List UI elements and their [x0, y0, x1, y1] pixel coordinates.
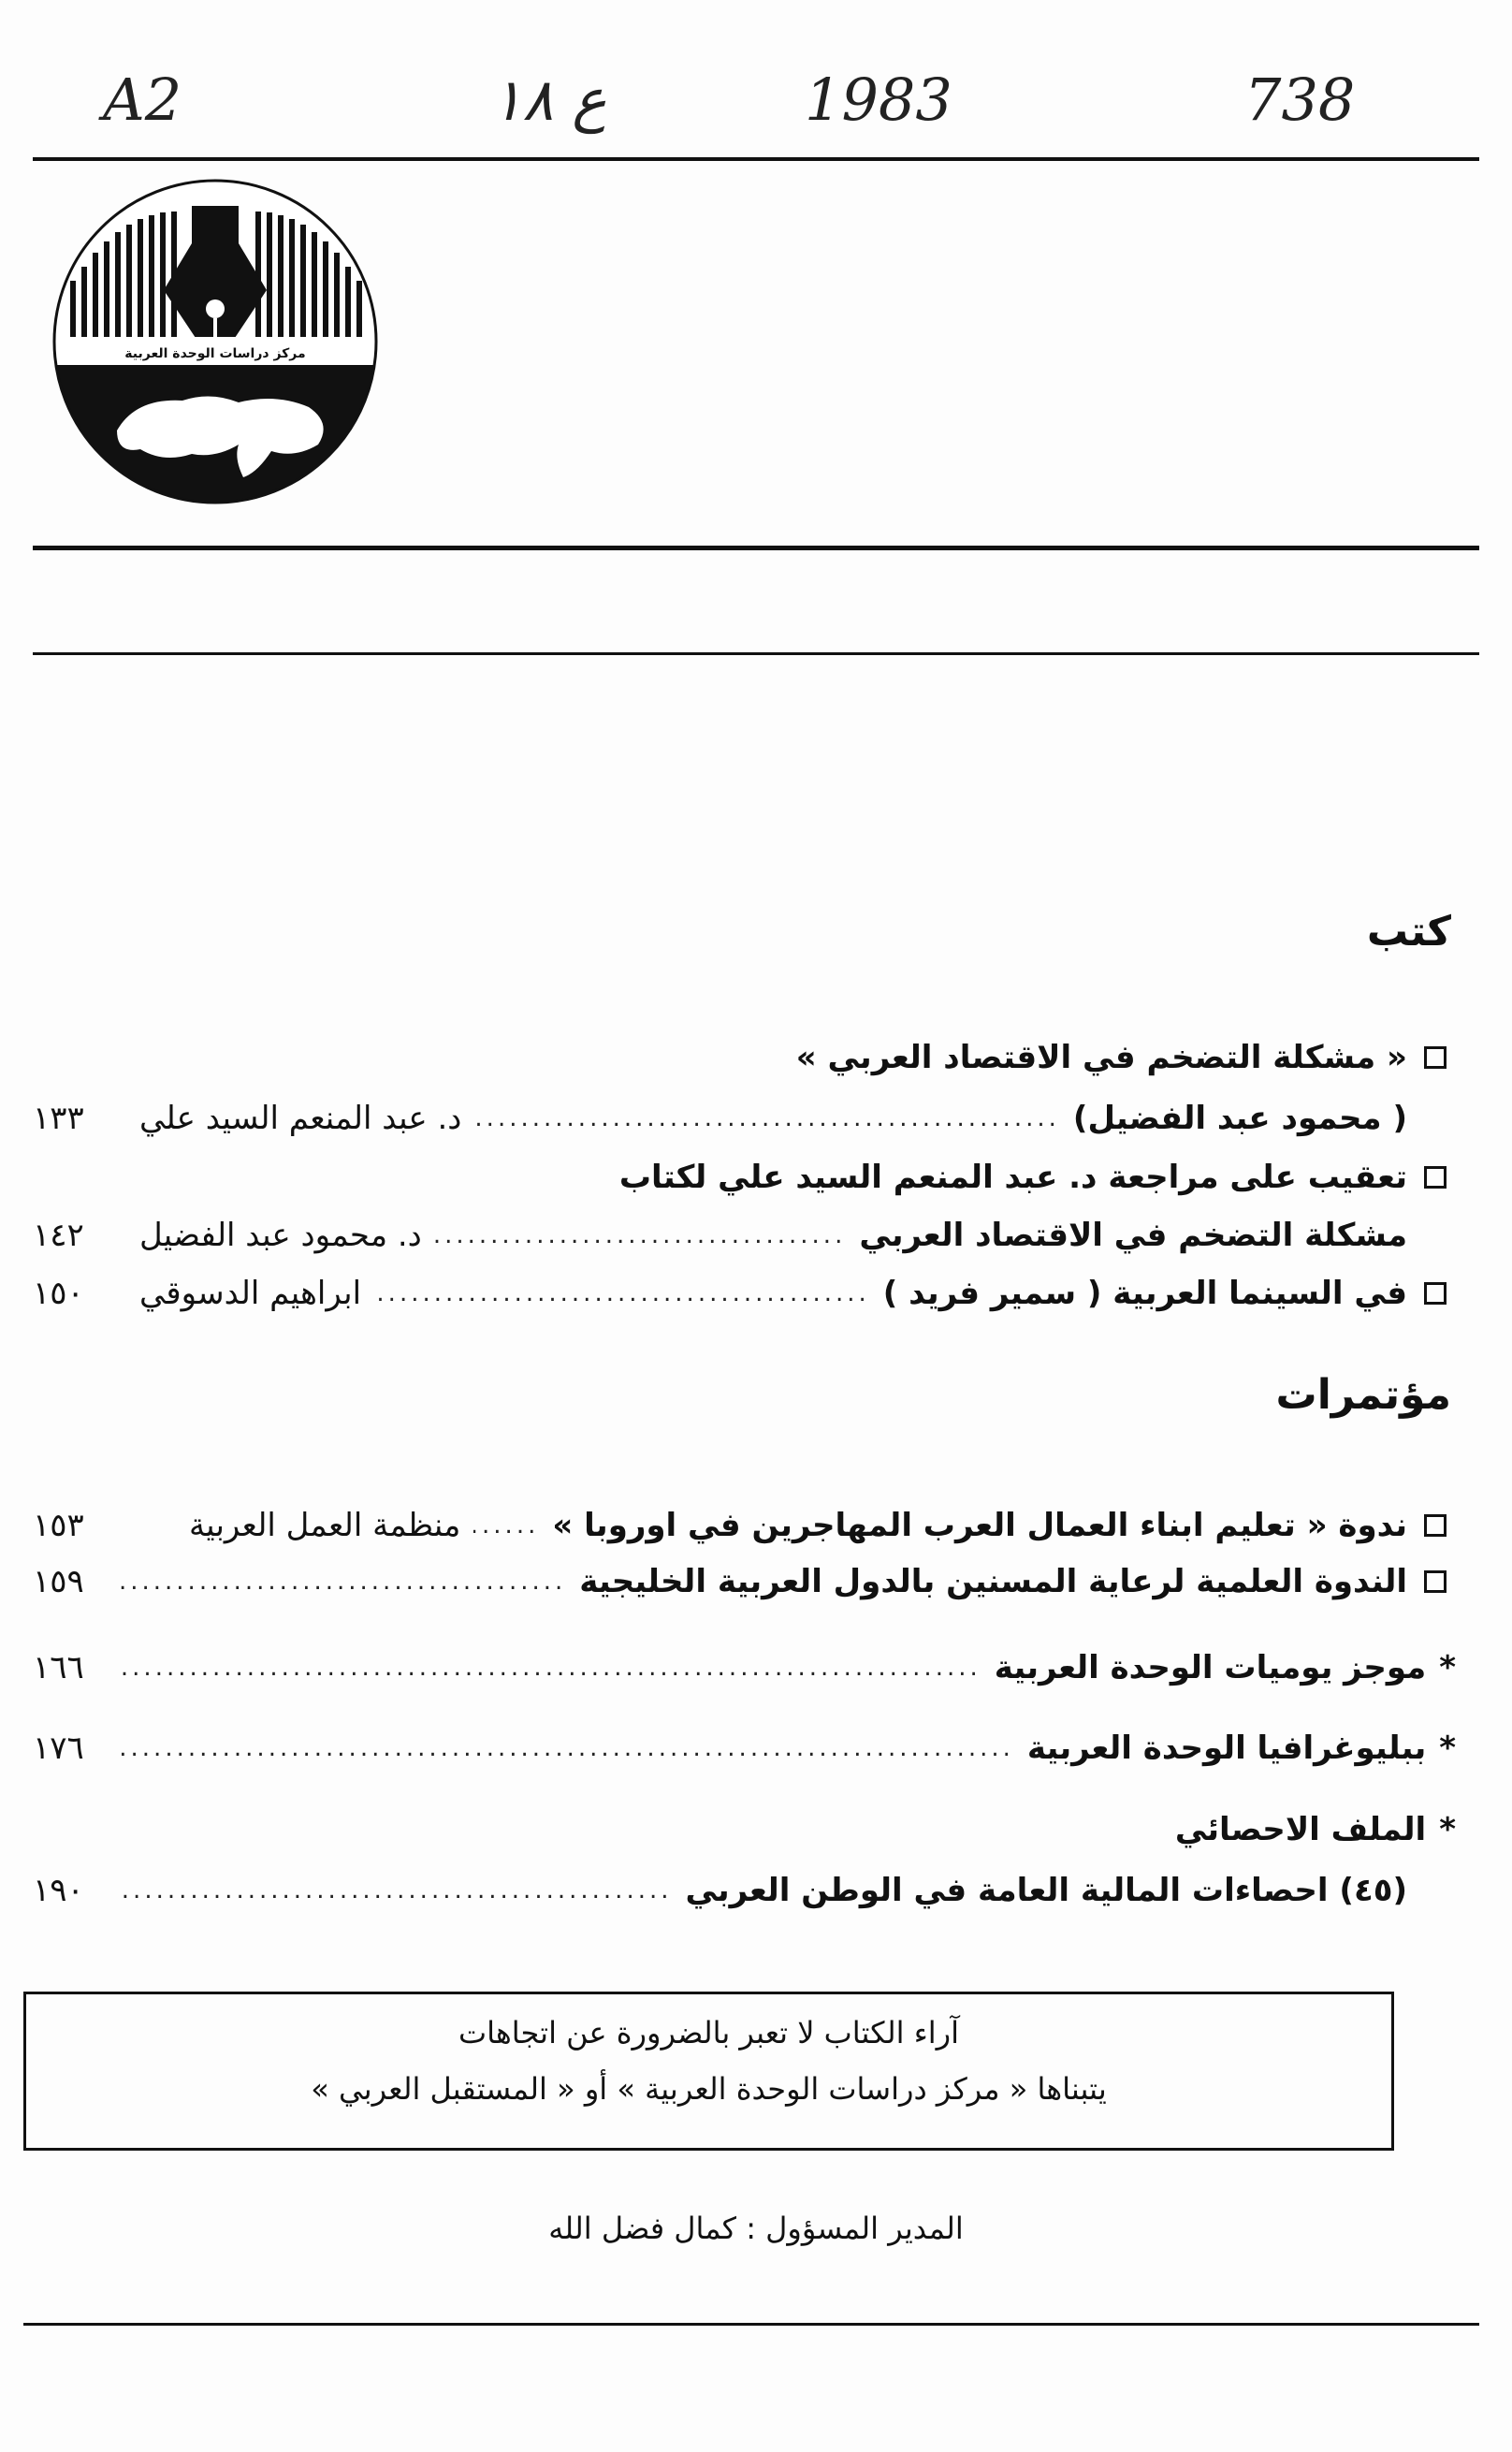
book-entry-5: في السينما العربية ( سمير فريد ) ..... ابراهيم الدسوقي ١٥٠	[33, 1265, 1447, 1321]
book-entry-2: ( محمود عبد الفضيل) ..... د. عبد المنعم السيد علي ١٣٣	[33, 1090, 1407, 1146]
starred-entry-daily: * موجز يوميات الوحدة العربية ..... ١٦٦	[33, 1640, 1456, 1696]
page-number: ١٩٠	[33, 1872, 84, 1909]
leader-dots	[121, 1876, 673, 1905]
section-title-books: كتب	[1366, 908, 1451, 956]
center-logo-icon	[51, 178, 379, 505]
rule-3	[33, 652, 1479, 655]
page-number: ١٦٦	[33, 1649, 84, 1686]
leader-dots	[121, 1734, 1014, 1762]
checkbox-icon	[1424, 1570, 1447, 1593]
book-entry-3: تعقيب على مراجعة د. عبد المنعم السيد علي لكتاب	[33, 1149, 1447, 1205]
leader-dots	[121, 1654, 981, 1682]
checkbox-icon	[1424, 1514, 1447, 1537]
leader-dots	[474, 1104, 1059, 1132]
leader-dots	[121, 1568, 566, 1596]
page-number: ١٥٩	[33, 1563, 84, 1600]
asterisk-icon: *	[1439, 1649, 1456, 1686]
bottom-rule	[23, 2323, 1479, 2326]
disclaimer-line-1: آراء الكتاب لا تعبر بالضرورة عن اتجاهات	[458, 2015, 959, 2051]
conference-entry-1: ندوة « تعليم ابناء العمال العرب المهاجرين في اوروبا » ..... منظمة العمل العربية ١٥٣	[33, 1497, 1447, 1554]
page-number: ١٥٣	[33, 1507, 84, 1544]
handwritten-note-code: ع ١٨	[491, 66, 607, 134]
checkbox-icon	[1424, 1166, 1447, 1189]
leader-dots	[374, 1279, 870, 1307]
asterisk-icon: *	[1439, 1811, 1456, 1848]
handwritten-note-year: 1983	[805, 66, 952, 134]
asterisk-icon: *	[1439, 1730, 1456, 1767]
handwritten-note-number: 738	[1244, 66, 1356, 134]
page-number: ١٧٦	[33, 1730, 84, 1767]
checkbox-icon	[1424, 1282, 1447, 1305]
logo-text: مركز دراسات الوحدة العربية	[124, 346, 306, 361]
stats-entry-45: (٤٥) احصاءات المالية العامة في الوطن العربي ..... ١٩٠	[33, 1862, 1407, 1919]
rule-2	[33, 546, 1479, 550]
director-line: المدير المسؤول : كمال فضل الله	[548, 2211, 964, 2246]
disclaimer-line-2: يتبناها « مركز دراسات الوحدة العربية » أو « المستقبل العربي »	[311, 2071, 1107, 2107]
page-number: ١٣٣	[33, 1100, 84, 1137]
checkbox-icon	[1424, 1046, 1447, 1069]
starred-entry-stats-file: * الملف الاحصائي	[1174, 1811, 1456, 1848]
starred-entry-bibliography: * ببليوغرافيا الوحدة العربية ..... ١٧٦	[33, 1720, 1456, 1776]
page-number: ١٥٠	[33, 1275, 84, 1312]
top-rule	[33, 157, 1479, 161]
disclaimer-box	[23, 1992, 1394, 2151]
book-entry-4: مشكلة التضخم في الاقتصاد العربي ..... د. محمود عبد الفضيل ١٤٢	[33, 1207, 1407, 1263]
handwritten-note-left: A2	[103, 66, 182, 134]
book-entry-1: « مشكلة التضخم في الاقتصاد العربي »	[33, 1029, 1447, 1086]
leader-dots	[435, 1221, 847, 1249]
page-number: ١٤٢	[33, 1217, 84, 1254]
conference-entry-2: الندوة العلمية لرعاية المسنين بالدول العربية الخليجية ..... ١٥٩	[33, 1554, 1447, 1610]
section-title-conferences: مؤتمرات	[1275, 1371, 1451, 1419]
leader-dots	[473, 1511, 539, 1540]
